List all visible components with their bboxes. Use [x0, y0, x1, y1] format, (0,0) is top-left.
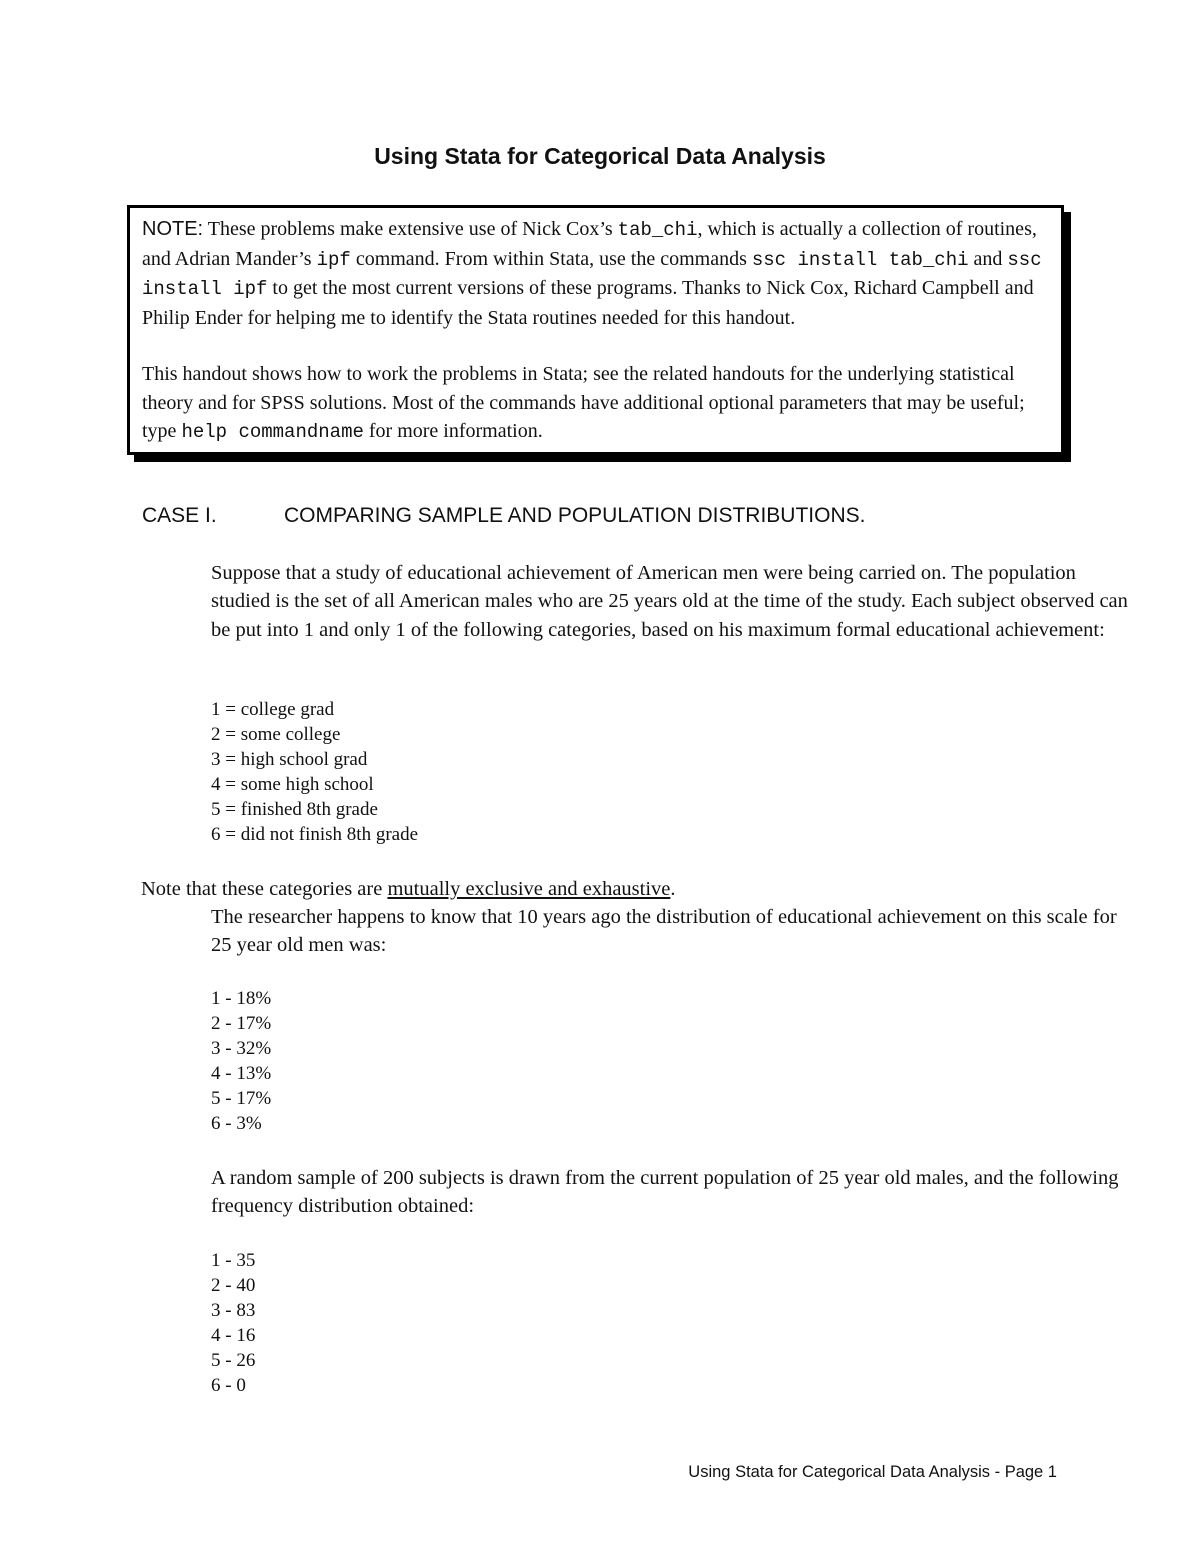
case-title: COMPARING SAMPLE AND POPULATION DISTRIBUTIONS.	[284, 504, 866, 527]
list-item: 1 = college grad	[211, 699, 335, 720]
note-text: and	[968, 247, 1008, 270]
code-tab-chi: tab_chi	[617, 219, 698, 241]
page-footer: Using Stata for Categorical Data Analysis - Page 1	[688, 1463, 1057, 1481]
document-title: Using Stata for Categorical Data Analysis	[374, 143, 826, 169]
list-item: 6 = did not finish 8th grade	[211, 824, 419, 846]
note-label: NOTE:	[142, 218, 204, 240]
note-text: command. From within Stata, use the commands	[350, 247, 752, 270]
code-help-commandname: help commandname	[181, 421, 364, 443]
list-item: 4 - 13%	[211, 1063, 272, 1085]
researcher-paragraph: The researcher happens to know that 10 years ago the distribution of educational achievement on this scale for 25 year old men was:	[211, 906, 1117, 957]
category-list	[211, 697, 418, 848]
list-item: 3 = high school grad	[211, 749, 368, 771]
list-item: 5 - 26	[211, 1350, 256, 1372]
list-item: 3 - 32%	[211, 1038, 272, 1060]
list-item: 1 - 18%	[211, 988, 272, 1009]
code-ssc-install-tab-chi: ssc install tab_chi	[751, 248, 969, 271]
list-item: 4 = some high school	[211, 774, 374, 796]
list-item: 5 - 17%	[211, 1088, 272, 1110]
list-item: 2 - 40	[211, 1275, 256, 1297]
note-text: for more information.	[363, 420, 543, 442]
sample-paragraph: A random sample of 200 subjects is drawn from the current population of 25 year old males, and the following frequency distribution obtained:	[211, 1167, 1119, 1218]
list-item: 2 - 17%	[211, 1013, 272, 1035]
list-item: 5 = finished 8th grade	[211, 799, 378, 821]
note-paragraph-2	[142, 360, 1051, 447]
code-ipf: ipf	[316, 248, 351, 271]
case-number: CASE I.	[142, 504, 217, 527]
note-line	[141, 875, 1061, 903]
note-paragraph-1	[142, 215, 1051, 332]
list-item: 6 - 3%	[211, 1113, 262, 1135]
underlined-text: mutually exclusive and exhaustive	[387, 878, 671, 900]
list-item: 4 - 16	[211, 1325, 256, 1347]
list-item: 2 = some college	[211, 724, 341, 746]
list-item: 3 - 83	[211, 1300, 256, 1322]
note-text: These problems make extensive use of Nick Cox’s	[203, 218, 618, 240]
list-item: 1 - 35	[211, 1250, 256, 1271]
note-text: to get the most current versions of these programs. Thanks to Nick Cox, Richard Campbell and Philip Ender for helping me to identify the Stata routines needed for this handout.	[142, 277, 1034, 329]
note-box	[127, 205, 1064, 455]
note-line-text: .	[670, 878, 676, 900]
code-ssc-install-ipf: ssc install ipf	[142, 248, 1042, 300]
case-heading	[142, 504, 866, 528]
note-text: This handout shows how to work the problems in Stata; see the related handouts for the underlying statistical theory and for SPSS solutions. Most of the commands have additional optional parameters that may be useful; type	[142, 363, 1025, 442]
population-distribution-list	[211, 986, 271, 1137]
note-line-text: Note that these categories are	[141, 878, 388, 900]
note-text: , which is actually a collection of routines, and Adrian Mander’s	[142, 218, 1037, 270]
sample-distribution-list	[211, 1248, 255, 1399]
list-item: 6 - 0	[211, 1375, 246, 1397]
intro-paragraph: Suppose that a study of educational achievement of American men were being carried on. The population studied is the set of all American males who are 25 years old at the time of the study. Each subject observed can be put into 1 and only 1 of the following categories, based on his maximum formal educational achievement:	[211, 562, 1128, 641]
